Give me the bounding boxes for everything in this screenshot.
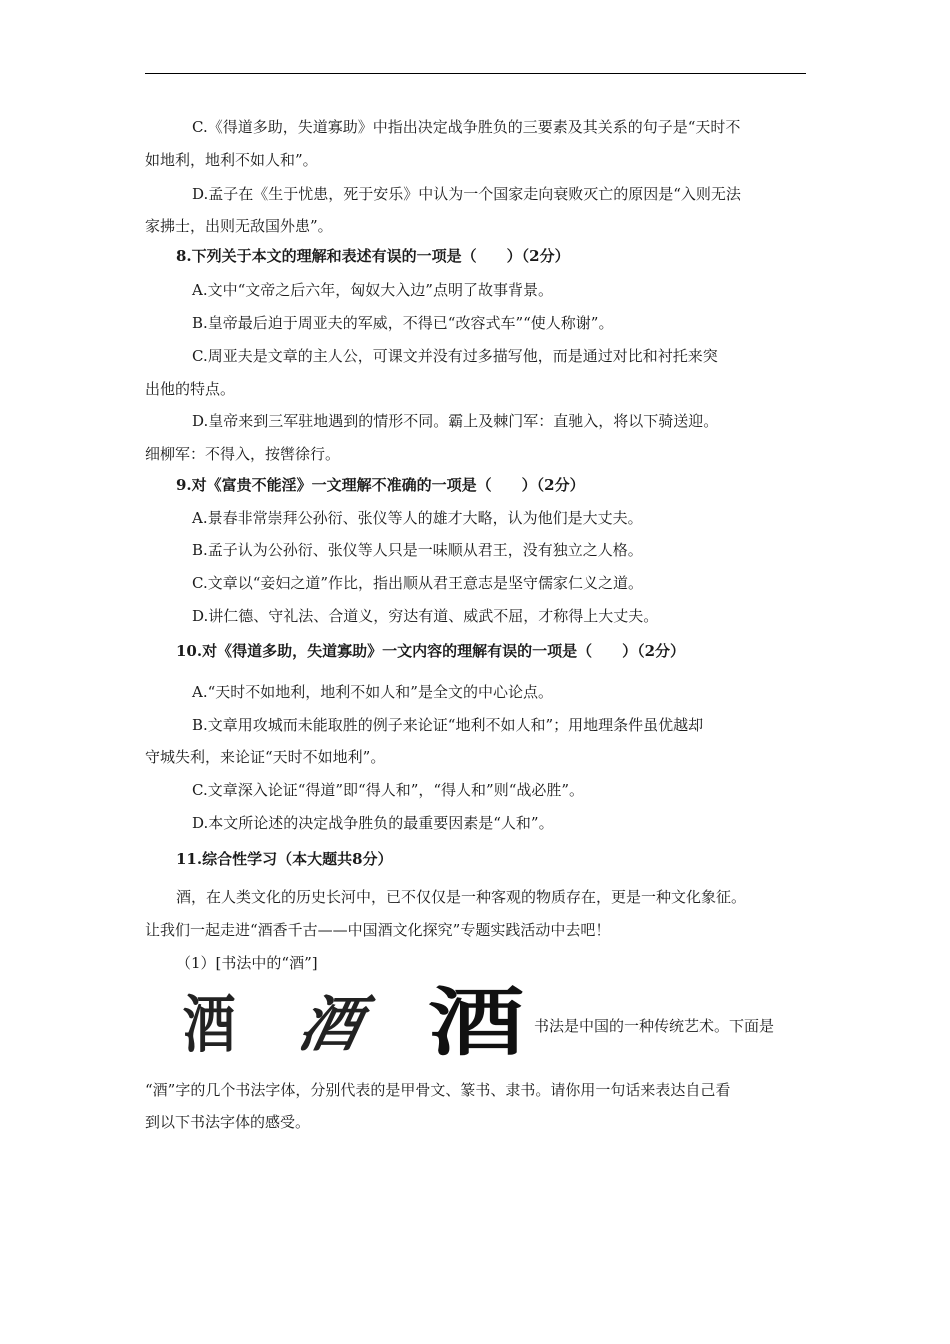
clerical-script-jiu-glyph: 酒 [428,980,525,1066]
prev-option-c-line2: 如地利，地利不如人和”。 [145,151,318,169]
question-11-sub1-text-line3: 到以下书法字体的感受。 [145,1113,311,1131]
question-11-intro-line1: 酒，在人类文化的历史长河中，已不仅仅是一种客观的物质存在，更是一种文化象征。 [176,888,747,906]
question-8-option-a: A.文中“文帝之后六年，匈奴大入边”点明了故事背景。 [192,281,553,299]
question-8-option-c-line2: 出他的特点。 [145,380,236,398]
question-11-sub1-text-line1: 书法是中国的一种传统艺术。下面是 [534,1017,775,1035]
header-rule [145,73,806,74]
question-8-option-c-line1: C.周亚夫是文章的主人公，可课文并没有过多描写他，而是通过对比和衬托来突 [192,347,718,365]
oracle-bone-jiu-glyph: 酒 [182,988,236,1061]
question-10-option-b-line1: B.文章用攻城而未能取胜的例子来论证“地利不如人和”；用地理条件虽优越却 [192,716,704,734]
question-9-option-c: C.文章以“妾妇之道”作比，指出顺从君王意志是坚守儒家仁义之道。 [192,574,644,592]
question-8-stem: 8.下列关于本文的理解和表述有误的一项是（ ）（2分） [176,247,570,265]
question-8-option-d-line2: 细柳军：不得入，按辔徐行。 [145,445,341,463]
question-9-option-a: A.景春非常崇拜公孙衍、张仪等人的雄才大略，认为他们是大丈夫。 [192,509,643,527]
question-10-option-c: C.文章深入论证“得道”即“得人和”，“得人和”则“战必胜”。 [192,781,585,799]
question-8-option-b: B.皇帝最后迫于周亚夫的军威，不得已“改容式车”“使人称谢”。 [192,314,614,332]
prev-option-d-line2: 家拂士，出则无敌国外患”。 [145,217,333,235]
prev-option-c-line1: C.《得道多助，失道寡助》中指出决定战争胜负的三要素及其关系的句子是“天时不 [192,118,741,136]
question-9-option-b: B.孟子认为公孙衍、张仪等人只是一味顺从君王，没有独立之人格。 [192,541,643,559]
prev-option-d-line1: D.孟子在《生于忧患，死于安乐》中认为一个国家走向衰败灭亡的原因是“入则无法 [192,185,741,203]
seal-script-jiu-glyph: 酒 [292,990,368,1060]
question-11-intro-line2: 让我们一起走进“酒香千古——中国酒文化探究”专题实践活动中去吧！ [145,921,611,939]
question-9-option-d: D.讲仁德、守礼法、合道义，穷达有道、威武不屈，才称得上大丈夫。 [192,607,659,625]
question-11-sub1-title: （1）[书法中的“酒”] [176,954,318,972]
question-8-option-d-line1: D.皇帝来到三军驻地遇到的情形不同。霸上及棘门军：直驰入，将以下骑送迎。 [192,412,719,430]
question-10-option-b-line2: 守城失利，来论证“天时不如地利”。 [145,748,386,766]
question-10-option-a: A.“天时不如地利，地利不如人和”是全文的中心论点。 [192,683,553,701]
question-9-stem: 9.对《富贵不能淫》一文理解不准确的一项是（ ）（2分） [176,476,585,494]
question-10-stem: 10.对《得道多助，失道寡助》一文内容的理解有误的一项是（ ）（2分） [176,642,686,660]
question-11-stem: 11.综合性学习（本大题共8分） [176,850,393,868]
question-11-sub1-text-line2: “酒”字的几个书法字体，分别代表的是甲骨文、篆书、隶书。请你用一句话来表达自己看 [145,1081,731,1099]
question-10-option-d: D.本文所论述的决定战争胜负的最重要因素是“人和”。 [192,814,554,832]
